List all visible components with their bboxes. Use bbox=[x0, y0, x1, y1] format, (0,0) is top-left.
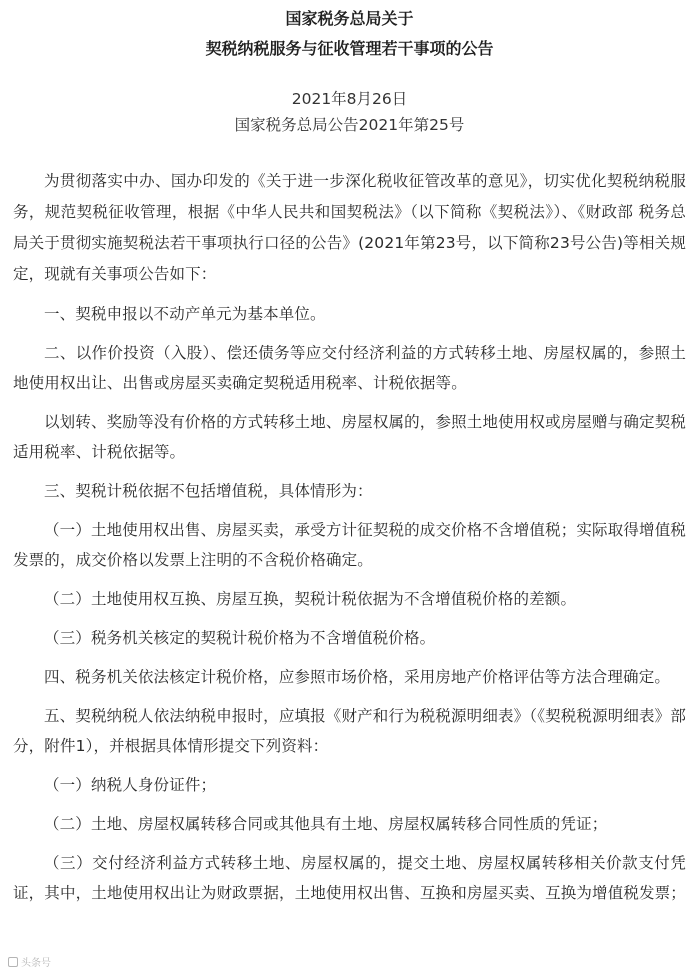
document-title-line2: 契税纳税服务与征收管理若干事项的公告 bbox=[205, 39, 494, 58]
paragraph-preamble: 为贯彻落实中办、国办印发的《关于进一步深化税收征管改革的意见》，切实优化契税纳税服务，规范契税征收管理，根据《中华人民共和国契税法》（以下简称《契税法》）、《财政部 税务总局关于贯彻实施契税法若干事项执行口径的公告》(2021年第23号，以下简称23号公告)等相关规定，现就有关事项公告如下： bbox=[13, 172, 686, 283]
document-number: 国家税务总局公告2021年第25号 bbox=[234, 116, 465, 134]
document-title-line1: 国家税务总局关于 bbox=[285, 9, 414, 28]
watermark bbox=[8, 954, 51, 969]
paragraph-item-3-1: （一）土地使用权出售、房屋买卖，承受方计征契税的成交价格不含增值税；实际取得增值税发票的，成交价格以发票上注明的不含税价格确定。 bbox=[13, 521, 686, 569]
paragraph-item-3-3: （三）税务机关核定的契税计税价格为不含增值税价格。 bbox=[44, 629, 436, 647]
paragraph-item-5: 五、契税纳税人依法纳税申报时，应填报《财产和行为税税源明细表》（《契税税源明细表》部分，附件1），并根据具体情形提交下列资料： bbox=[13, 707, 686, 755]
document-body bbox=[13, 166, 686, 908]
paragraph-item-5-1: （一）纳税人身份证件； bbox=[44, 776, 217, 794]
paragraph-item-3: 三、契税计税依据不包括增值税，具体情形为： bbox=[44, 482, 373, 500]
paragraph-item-5-3: （三）交付经济利益方式转移土地、房屋权属的，提交土地、房屋权属转移相关价款支付凭证，其中，土地使用权出让为财政票据，土地使用权出售、互换和房屋买卖、互换为增值税发票； bbox=[13, 854, 686, 902]
watermark-text: 头条号 bbox=[21, 958, 51, 969]
paragraph-item-4: 四、税务机关依法核定计税价格，应参照市场价格，采用房地产价格评估等方法合理确定。 bbox=[44, 668, 671, 686]
paragraph-item-2-sub: 以划转、奖励等没有价格的方式转移土地、房屋权属的，参照土地使用权或房屋赠与确定契税适用税率、计税依据等。 bbox=[13, 413, 686, 461]
paragraph-item-2: 二、以作价投资（入股）、偿还债务等应交付经济利益的方式转移土地、房屋权属的，参照土地使用权出让、出售或房屋买卖确定契税适用税率、计税依据等。 bbox=[13, 344, 686, 392]
paragraph-item-3-2: （二）土地使用权互换、房屋互换，契税计税依据为不含增值税价格的差额。 bbox=[44, 590, 577, 608]
paragraph-item-5-2: （二）土地、房屋权属转移合同或其他具有土地、房屋权属转移合同性质的凭证； bbox=[44, 815, 608, 833]
document-date: 2021年8月26日 bbox=[291, 90, 408, 108]
paragraph-item-1: 一、契税申报以不动产单元为基本单位。 bbox=[44, 305, 326, 323]
watermark-logo-icon bbox=[8, 957, 18, 967]
